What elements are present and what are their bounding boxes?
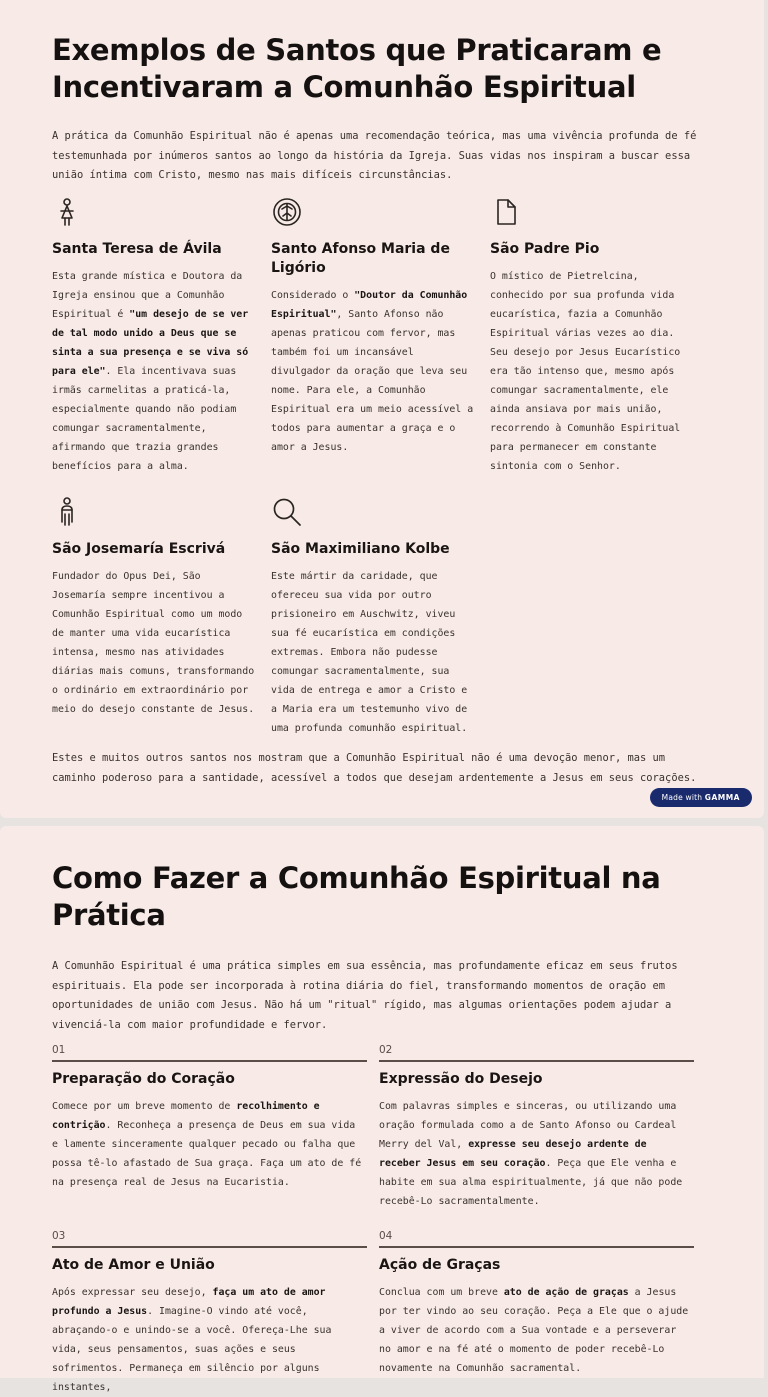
- step-desire: [379, 1044, 694, 1211]
- saint-card-josemaria: [52, 496, 257, 719]
- step-title: Preparação do Coração: [52, 1071, 235, 1087]
- saint-description: Este mártir da caridade, que ofereceu sua vida por outro prisioneiro em Auschwitz, viveu sua fé eucarística em condições extremas. Embora não pudesse comungar sacramentalmente, sua vida de entrega e amor a Cristo e a Maria era um testemunho vivo de uma profunda comunhão espiritual.: [271, 571, 468, 734]
- saint-name: Santa Teresa de Ávila: [52, 241, 222, 257]
- saint-card-kolbe: [271, 496, 476, 738]
- step-number: 03: [52, 1230, 367, 1248]
- practice-section-title: Como Fazer a Comunhão Espiritual na Prática: [52, 861, 661, 932]
- step-thanksgiving: [379, 1230, 694, 1378]
- saint-description: Esta grande mística e Doutora da Igreja ensinou que a Comunhão Espiritual é "um desejo de se ver de tal modo unido a Deus que se sinta a sua presença e se viva só para ele". Ela incentivava suas irmãs carmelitas a praticá-la, especialmente quando não podiam comungar sacramentalmente, afirmando que trazia grandes benefícios para a alma.: [52, 271, 249, 472]
- saints-section-title: Exemplos de Santos que Praticaram e Incentivaram a Comunhão Espiritual: [52, 33, 662, 104]
- saint-card-teresa: [52, 196, 257, 476]
- saint-card-pio: [490, 196, 695, 476]
- step-title: Expressão do Desejo: [379, 1071, 543, 1087]
- step-love-union: [52, 1230, 367, 1397]
- practice-section-card: [0, 826, 764, 1393]
- document-icon: [490, 196, 524, 230]
- step-description: Comece por um breve momento de recolhimento e contrição. Reconheça a presença de Deus em sua vida e lamente sinceramente qualquer pecado ou falha que possa tê-lo afastado de Sua graça. Faça um ato de fé na presença real de Jesus na Eucaristia.: [52, 1101, 362, 1188]
- step-title: Ato de Amor e União: [52, 1257, 215, 1273]
- saint-description: Considerado o "Doutor da Comunhão Espiritual", Santo Afonso não apenas praticou com fervor, mas também foi um incansável divulgador da oração que leva seu nome. Para ele, a Comunhão Espiritual era um meio acessível a todos para aumentar a graça e o amor a Jesus.: [271, 290, 474, 453]
- step-number: 02: [379, 1044, 694, 1062]
- step-title: Ação de Graças: [379, 1257, 501, 1273]
- saints-intro-text: A prática da Comunhão Espiritual não é apenas uma recomendação teórica, mas uma vivência profunda de fé testemunhada por inúmeros santos ao longo da história da Igreja. Suas vidas nos inspiram a buscar essa união íntima com Cristo, mesmo nas mais difíceis circunstâncias.: [52, 130, 697, 181]
- saint-name: São Maximiliano Kolbe: [271, 541, 450, 557]
- step-description: Conclua com um breve ato de ação de graças a Jesus por ter vindo ao seu coração. Peça a Ele que o ajude a viver de acordo com a Sua vontade e a perseverar no amor e na fé até o momento de poder recebê-Lo novamente na Comunhão sacramental.: [379, 1287, 689, 1374]
- saint-name: São Josemaría Escrivá: [52, 541, 226, 557]
- step-number: 01: [52, 1044, 367, 1062]
- step-description: Com palavras simples e sinceras, ou utilizando uma oração formulada como a de Santo Afonso ou Cardeal Merry del Val, expresse seu desejo ardente de receber Jesus em seu coração. Peça que Ele venha e habite em sua alma espiritualmente, já que não pode recebê-Lo sacramentalmente.: [379, 1101, 683, 1207]
- saint-name: São Padre Pio: [490, 241, 600, 257]
- saint-card-afonso: [271, 196, 476, 457]
- practice-intro-text: A Comunhão Espiritual é uma prática simples em sua essência, mas profundamente eficaz em seus frutos espirituais. Ela pode ser incorporada à rotina diária do fiel, transformando momentos de oração em oportunidades de união com Jesus. Não há um "ritual" rígido, mas algumas orientações podem ajudar a vivenciá-la com maior profundidade e fervor.: [52, 960, 678, 1031]
- step-description: Após expressar seu desejo, faça um ato de amor profundo a Jesus. Imagine-O vindo até você, abraçando-o e unindo-se a você. Ofereça-Lhe sua vida, seus pensamentos, suas ações e seus sofrimentos. Permaneça em silêncio por alguns instantes,: [52, 1287, 332, 1393]
- made-with-gamma-badge[interactable]: Made with GAMMA: [650, 788, 752, 807]
- search-icon: [271, 496, 305, 530]
- saints-closing-text: Estes e muitos outros santos nos mostram que a Comunhão Espiritual não é uma devoção menor, mas um caminho poderoso para a santidade, acessível a todos que desejam ardentemente a Jesus em seus corações.: [52, 752, 697, 784]
- woman-icon: [52, 196, 86, 230]
- step-preparation: [52, 1044, 367, 1192]
- saint-name: Santo Afonso Maria de Ligório: [271, 241, 450, 276]
- saint-description: O místico de Pietrelcina, conhecido por sua profunda vida eucarística, fazia a Comunhão Espiritual várias vezes ao dia. Seu desejo por Jesus Eucarístico era tão intenso que, mesmo após comungar sacramentalmente, ele ainda ansiava por mais união, recorrendo à Comunhão Espiritual para permanecer em constante sintonia com o Senhor.: [490, 271, 681, 472]
- man-icon: [52, 496, 86, 530]
- step-number: 04: [379, 1230, 694, 1248]
- saint-description: Fundador do Opus Dei, São Josemaría sempre incentivou a Comunhão Espiritual como um modo de manter uma vida eucarística intensa, mesmo nas atividades diárias mais comuns, transformando o ordinário em extraordinário por meio do desejo constante de Jesus.: [52, 571, 255, 715]
- emblem-icon: [271, 196, 305, 230]
